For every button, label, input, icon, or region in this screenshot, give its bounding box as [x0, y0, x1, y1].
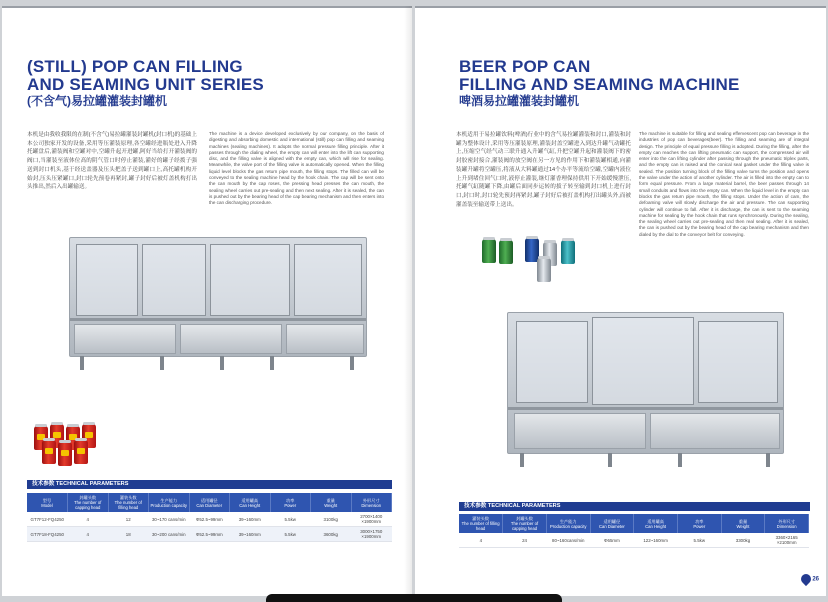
- table-cell: 39~160mm: [230, 512, 271, 527]
- header-cn-label: 型号: [42, 497, 52, 503]
- header-cn-label: 灌装头数: [119, 495, 137, 500]
- header-en-label: The number of filling head: [461, 521, 500, 531]
- table-cell: 3360×2165 ×2100mm: [765, 533, 809, 548]
- header-en-label: Dimension: [776, 523, 797, 529]
- header-cn-label: 功率: [286, 497, 295, 503]
- table-cell: 3100kg: [311, 512, 352, 527]
- header-en-label: Can Diameter: [598, 523, 625, 529]
- header-cn-label: 功率: [695, 518, 704, 524]
- right-table-header-cell: [721, 514, 765, 533]
- table-cell: 4: [459, 533, 503, 548]
- right-table-header-cell: [677, 514, 721, 533]
- right-table-header-row: [459, 514, 809, 533]
- left-table-header-cell: [27, 493, 68, 512]
- header-cn-label: 生产能力: [559, 518, 577, 524]
- spine-shadow: [404, 6, 412, 596]
- header-cn-label: 外形尺寸: [362, 497, 380, 503]
- header-cn-label: 适用罐高: [241, 497, 259, 503]
- header-en-label: Can Height: [645, 523, 667, 529]
- table-cell: 39~160mm: [230, 527, 271, 542]
- table-cell: Φ52.5~99mm: [189, 527, 230, 542]
- right-table-header-cell: [546, 514, 590, 533]
- header-cn-label: 生产能力: [160, 497, 178, 503]
- left-desc-cn: 本机是由我收我限的在制(不含气)易拉罐灌装封罐机(封口机)的基础上本公司独家开发的设备,采用等压灌装原理,各空罐经进瓶处进入升降托罐盘后,灌装阀和空罐对中,空罐升起开进罐,阿好当给打开灌装阀的阀口,当灌装至液体位高的阴气管口时停止灌装,灌好的罐子经拨子强送到封口机头,基于经送盖器及压头把盖子送到罐口上,高托罐机构开始封,压头压紧罐口,封口轮先预卷再紧封,罐子封好后被灯盖机构打出头推出,然后入出罐输送。: [27, 132, 197, 191]
- right-title-cn: 啤酒易拉罐灌装封罐机: [459, 94, 580, 108]
- header-cn-label: 外形尺寸: [778, 518, 796, 524]
- table-row: [27, 512, 392, 527]
- header-cn-label: 适用罐径: [603, 518, 621, 524]
- table-cell: 2700×1400 ×1900mm: [351, 512, 392, 527]
- header-cn-label: 重量: [738, 518, 748, 524]
- top-divider: [2, 6, 412, 8]
- header-en-label: Power: [693, 523, 706, 529]
- header-en-label: The number of capping head: [510, 521, 539, 531]
- left-table-header-cell: [108, 493, 149, 512]
- table-cell: 12: [108, 512, 149, 527]
- left-table-header-cell: [189, 493, 230, 512]
- table-cell: 3300kg: [721, 533, 765, 548]
- table-cell: 122~160mm: [634, 533, 678, 548]
- left-table-header-cell: [270, 493, 311, 512]
- table-cell: 5.5kw: [677, 533, 721, 548]
- header-en-label: Production capacity: [549, 523, 587, 529]
- beer-can-machine-image: [507, 312, 784, 454]
- header-en-label: Can Height: [239, 502, 261, 508]
- table-cell: 30~170 cans/min: [149, 512, 190, 527]
- table-cell: 4: [68, 527, 109, 542]
- table-cell: Φ52.5~99mm: [189, 512, 230, 527]
- header-en-label: Can Diameter: [196, 502, 223, 508]
- right-table-header-cell: [765, 514, 809, 533]
- header-en-label: The number of capping head: [74, 500, 102, 510]
- header-cn-label: 灌装头数: [472, 516, 489, 521]
- left-title-line2: AND SEAMING UNIT SERIES: [27, 75, 264, 94]
- left-table-header-cell: [149, 493, 190, 512]
- header-cn-label: 适用罐高: [647, 518, 664, 524]
- header-en-label: Model: [41, 502, 53, 508]
- table-cell: 3000×1750 ×1900mm: [351, 527, 392, 542]
- right-params-table: [459, 514, 809, 548]
- table-cell: 24: [503, 533, 547, 548]
- left-table-header-cell: [351, 493, 392, 512]
- left-params-title: 技术参数 TECHNICAL PARAMETERS: [27, 480, 392, 489]
- left-params-table: [27, 493, 392, 542]
- table-cell: GT7F18-FQ4250: [27, 527, 68, 542]
- table-row: [27, 527, 392, 542]
- right-table-header-cell: [459, 514, 503, 533]
- table-cell: Φ65mm: [590, 533, 634, 548]
- header-cn-label: 适用罐径: [200, 497, 218, 503]
- table-row: [459, 533, 809, 548]
- left-title-line1: (STILL) POP CAN FILLING: [27, 57, 243, 76]
- right-desc-en: The machine is suitable for filling and sealing effervescent pop can beverage in the industries of pop can beverages(beer). The filling and seaming are of integral design. The principle of equal pressure filling is adopted. During the filling, after the empty can reaches the can lifting pneumatic can support, the compressed air will enter into the can lifting cylinder after passing through the pneumatic triplex parts, and the empty can is raised and the conical seal gasket under the filling valve is sealed. The position turning block of the filling valve turns the position and opens the valve under the action of another cylinder. The air is filled into the empty can to form equal pressure. From a large material barrel, the beer passes through 14 small conduits and flows into the empty can. When the liquid level in the empty can blocks the gas return pipe mouth, the filling stops. Under the action of cam, the defoaming valve will slowly discharge the air and pressure. The can supporting cylinder will continue to fall. After it is discharge, the can is sent to the seaming machine for sealing by the hook chain that runs synchronously. During the sealing, the sealing wheel carries out pre-sealing and then real sealing. After it is sealed, the can is pushed out by the bearing head of the cap bearing mechanism and then dialed by the dial to the conveyor belt for conveying.: [639, 131, 809, 237]
- left-table-header-cell: [230, 493, 271, 512]
- table-cell: 80~160cans/min: [546, 533, 590, 548]
- page-number: [801, 574, 819, 584]
- header-en-label: Weight: [736, 523, 750, 529]
- top-divider-right: [415, 6, 826, 8]
- right-params-title: 技术参数 TECHNICAL PARAMETERS: [459, 502, 810, 511]
- page-marker-icon: [799, 572, 813, 586]
- right-title-line1: BEER POP CAN: [459, 57, 591, 76]
- header-cn-label: 封罐头数: [516, 516, 533, 521]
- header-en-label: Weight: [324, 502, 338, 508]
- header-en-label: Production capacity: [150, 502, 188, 508]
- header-cn-label: 封罐头数: [79, 495, 97, 500]
- right-page: [415, 6, 826, 596]
- page-number-text: 26: [812, 576, 819, 583]
- left-title-cn: (不含气)易拉罐灌装封罐机: [27, 94, 167, 108]
- right-table-header-cell: [590, 514, 634, 533]
- right-table-header-cell: [634, 514, 678, 533]
- table-cell: 5.5kw: [270, 527, 311, 542]
- header-en-label: Dimension: [361, 502, 382, 508]
- left-table-header-cell: [68, 493, 109, 512]
- left-desc-en: The machine is a device developed exclusively by our company, on the basis of digesting and absorbing domestic and international (still) pop can filling and seaming machines (sealing machines). It adopts the normal pressure filling principle. After it passes through the dialing wheel, the empty can will enter into the lift can supporting disc, and the filling valve is aligned with the empty can, which will rise for sealing. Meanwhile, the valve port of the filling valve is automatically opened. When the filling liquid level blocks the gas return pipe mouth, the filling stops. The filled can will be conveyed to the sealing machine head by the hook chain. The cap will be sent onto the can mouth by the cap roses, the pressing head presses the can mouth, the sealing wheel carries out pre-sealing and then next sealing. After it is sealed, the can is pushed out by the bearing head of the cap bearing mechanism and then enters into the can discharging procedure.: [209, 131, 384, 206]
- table-cell: GT7F12-FQ4250: [27, 512, 68, 527]
- right-desc-cn: 本机适用于易拉罐饮料(啤酒)行业中的含气易拉罐灌装和封口,灌装和封罐为整体设计,采用等压灌装原理,灌装封盖空罐进入到达升罐气动罐托上,压缩空气经气动三联升通入升罐气缸,升把空罐升起和灌装阀下的密封胶密封接合,灌装阀的放空阀在另一方见的作用下和灌装罐相通,向灌装罐升罐将空罐压,将液从大料罐通过14个办平等流给空罐,空罐内液位上升到堵住回气口时,液停止灌装,继灯灌香理保持供用下开始缓慢泄压,托罐气缸随罐下降,由罐后面同步运转的拔子转至输到封口机上进行封口,封口时,封口轮先预封再紧封,罐子封好后被打盖机构打出罐头外,而被灌盖装至输送带上送出。: [456, 132, 631, 208]
- table-cell: 5.5kw: [270, 512, 311, 527]
- header-cn-label: 重量: [326, 497, 335, 503]
- table-cell: 18: [108, 527, 149, 542]
- right-table-header-cell: [503, 514, 547, 533]
- header-en-label: Power: [284, 502, 297, 508]
- filling-seaming-machine-image: [69, 237, 367, 357]
- right-title-line2: FILLING AND SEAMING MACHINE: [459, 75, 740, 94]
- table-cell: 4: [68, 512, 109, 527]
- viewer-bottom-bar: [266, 594, 562, 602]
- left-page: [2, 6, 412, 596]
- table-cell: 3600kg: [311, 527, 352, 542]
- left-table-header-row: [27, 493, 392, 512]
- left-table-header-cell: [311, 493, 352, 512]
- table-cell: 30~200 cans/min: [149, 527, 190, 542]
- header-en-label: The number of filling head: [114, 500, 142, 510]
